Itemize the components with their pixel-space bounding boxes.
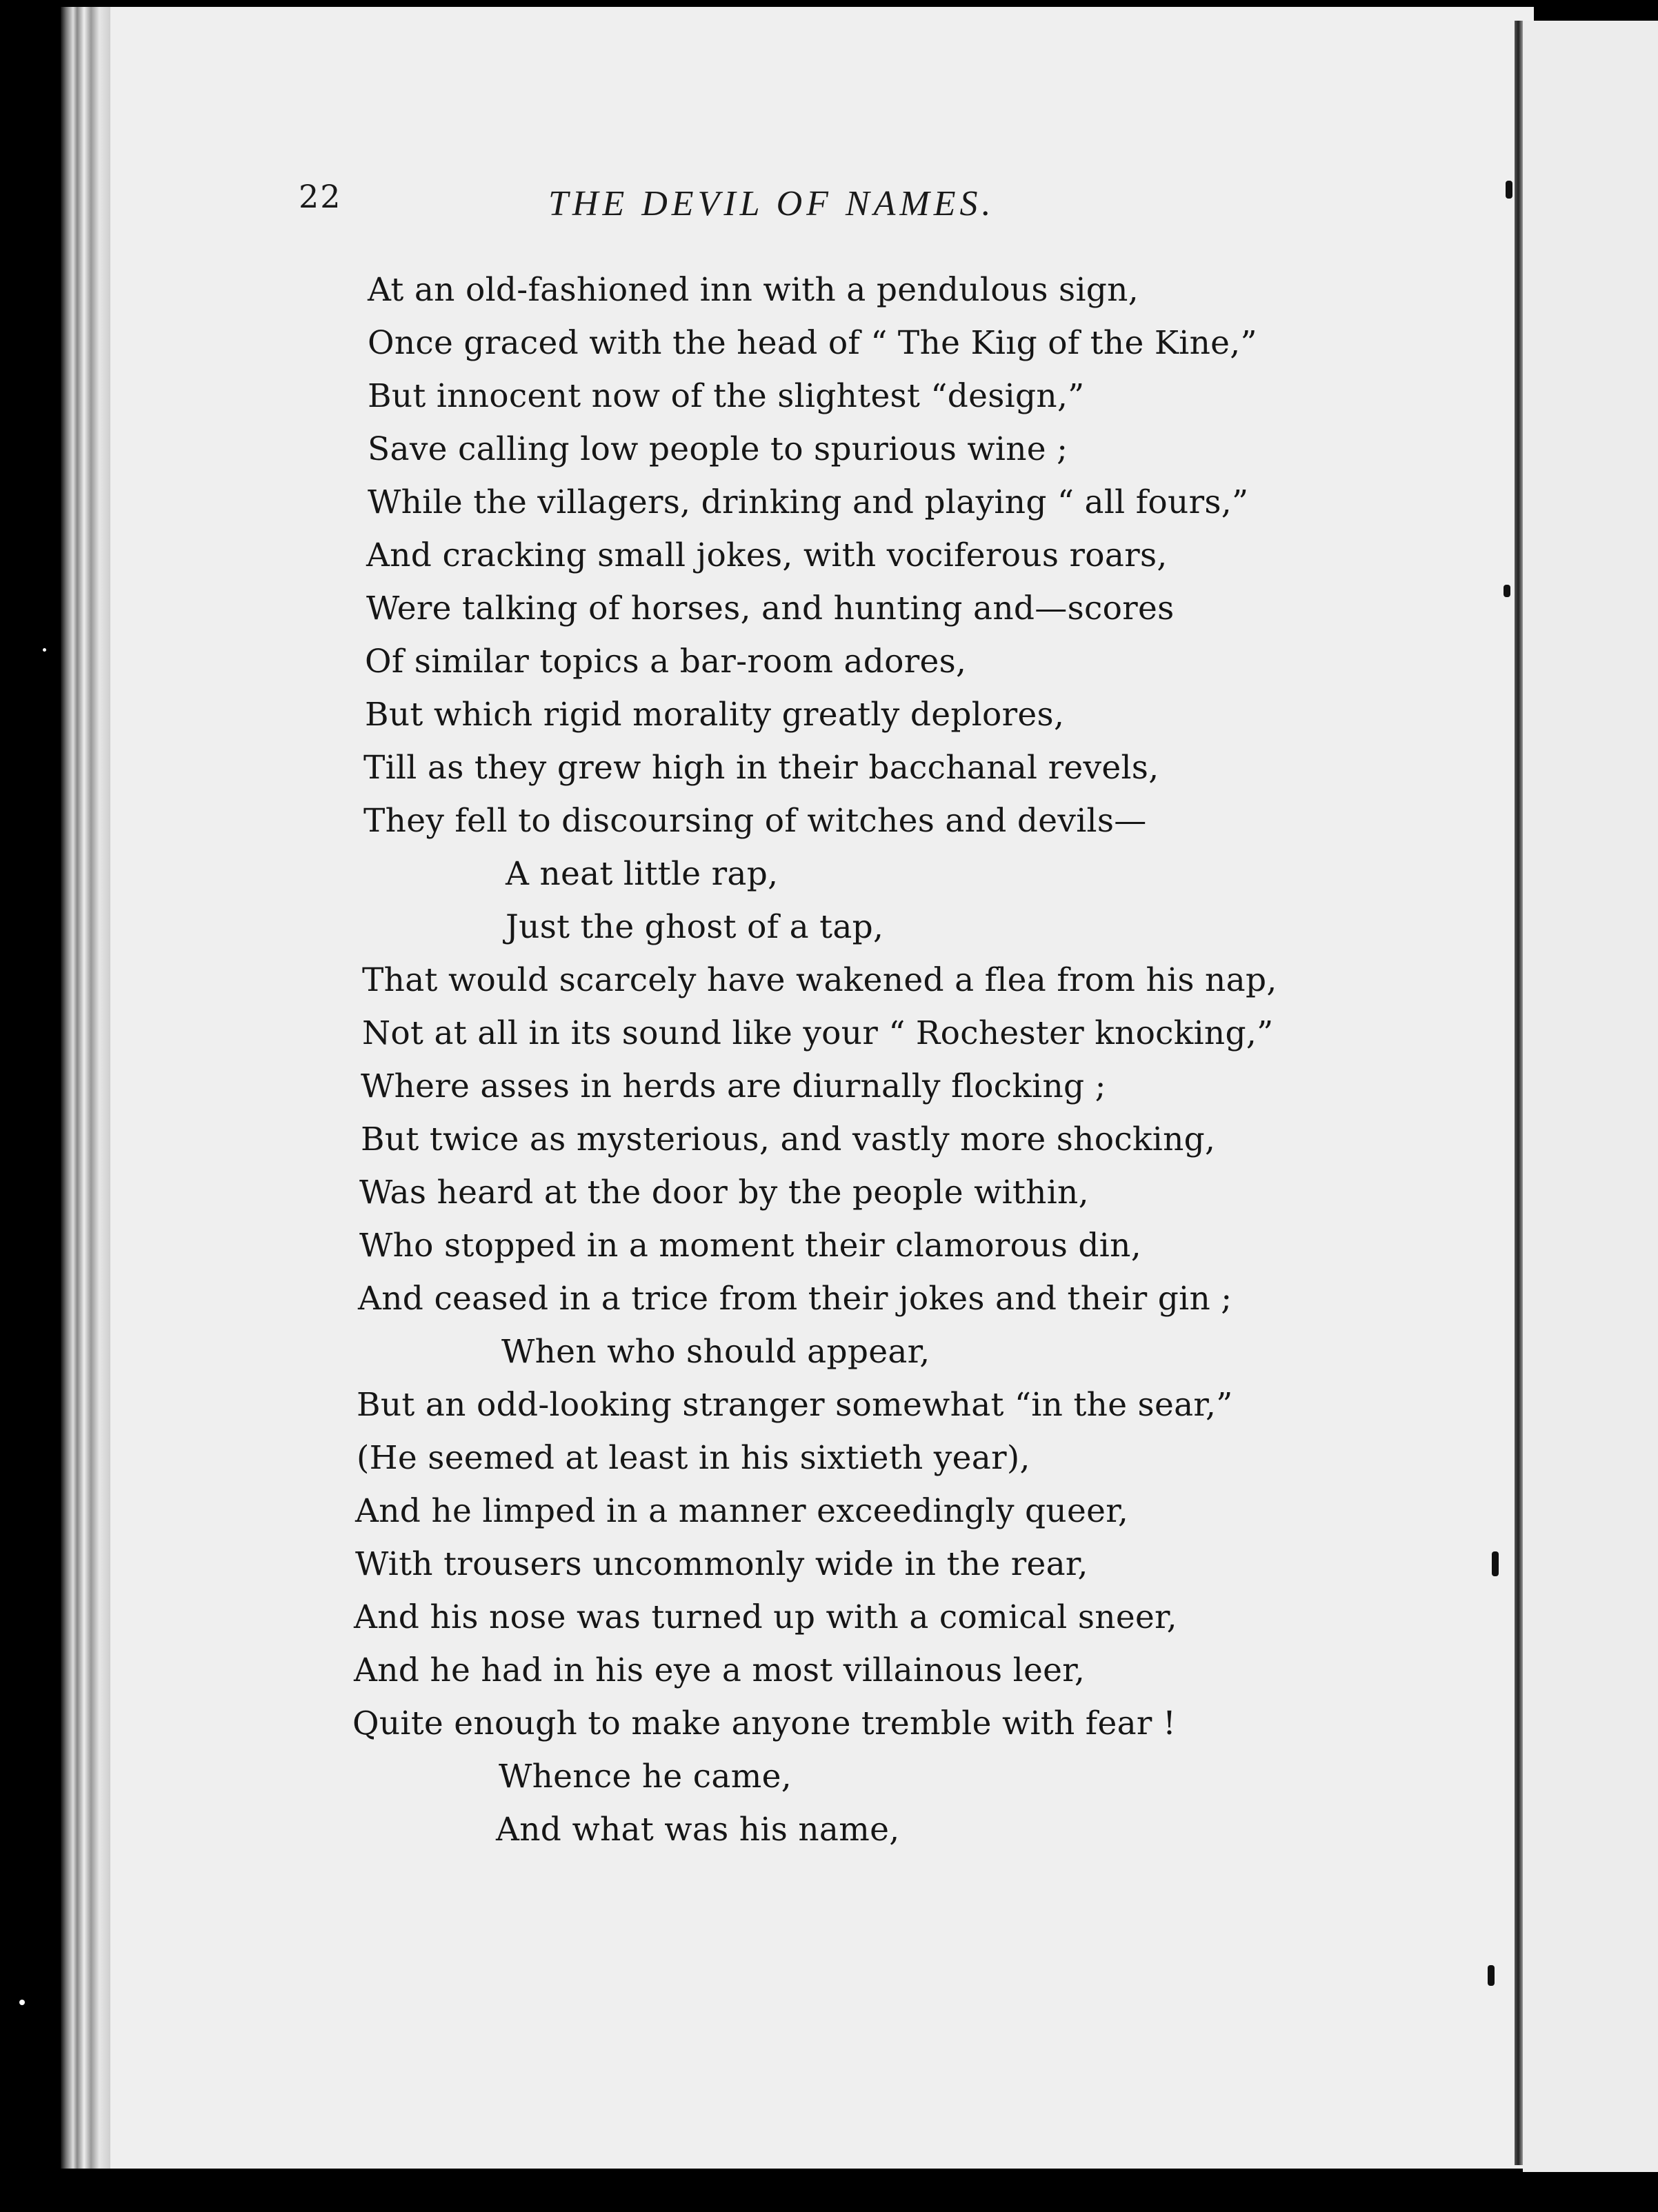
poem-line: Save calling low people to spurious wine ; — [368, 430, 1068, 468]
poem-line: Quite enough to make anyone tremble with fear ! — [352, 1705, 1177, 1742]
poem-line: And ceased in a trice from their jokes and their gin ; — [358, 1280, 1232, 1318]
poem-line: Just the ghost of a tap, — [506, 908, 884, 946]
poem-line: With trousers uncommonly wide in the rear, — [355, 1545, 1088, 1583]
poem-line: And he had in his eye a most villainous leer, — [354, 1651, 1086, 1689]
poem-line: But twice as mysterious, and vastly more shocking, — [361, 1120, 1216, 1158]
poem-line: Not at all in its sound like your “ Rochester knocking,” — [362, 1014, 1274, 1052]
running-head: THE DEVIL OF NAMES. — [548, 184, 995, 223]
poem-line: Once graced with the head of “ The Kiıg of the Kine,” — [368, 324, 1257, 362]
poem-line: At an old-fashioned inn with a pendulous sign, — [368, 271, 1139, 309]
poem-line: And he limped in a manner exceedingly queer, — [355, 1492, 1129, 1530]
poem-line: Where asses in herds are diurnally flocking ; — [361, 1067, 1106, 1105]
poem-line: And cracking small jokes, with vociferous roars, — [366, 536, 1168, 574]
poem-line: But an odd-looking stranger somewhat “in the sear,” — [357, 1386, 1233, 1424]
poem-line: Whence he came, — [499, 1758, 792, 1796]
poem-line: Who stopped in a moment their clamorous din, — [359, 1227, 1141, 1265]
poem-line: They fell to discoursing of witches and devils— — [363, 802, 1147, 840]
page-number: 22 — [299, 178, 342, 215]
poem-line: (He seemed at least in his sixtieth year), — [357, 1439, 1030, 1477]
poem-line: And his nose was turned up with a comical sneer, — [354, 1598, 1177, 1636]
poem-line: When who should appear, — [501, 1333, 930, 1371]
poem-line: And what was his name, — [496, 1811, 900, 1849]
poem-line: Were talking of horses, and hunting and—scores — [366, 590, 1175, 627]
poem-line: Till as they grew high in their bacchanal revels, — [363, 749, 1159, 787]
poem-line: A neat little rap, — [506, 855, 779, 893]
poem-line: While the villagers, drinking and playing “ all fours,” — [368, 483, 1249, 521]
poem-line: But which rigid morality greatly deplores, — [365, 696, 1065, 734]
poem-line: But innocent now of the slightest “design,” — [368, 377, 1085, 415]
poem-line: Was heard at the door by the people within, — [359, 1174, 1089, 1211]
poem-line: Of similar topics a bar-room adores, — [365, 643, 967, 681]
poem-line: That would scarcely have wakened a flea from his nap, — [362, 961, 1277, 999]
